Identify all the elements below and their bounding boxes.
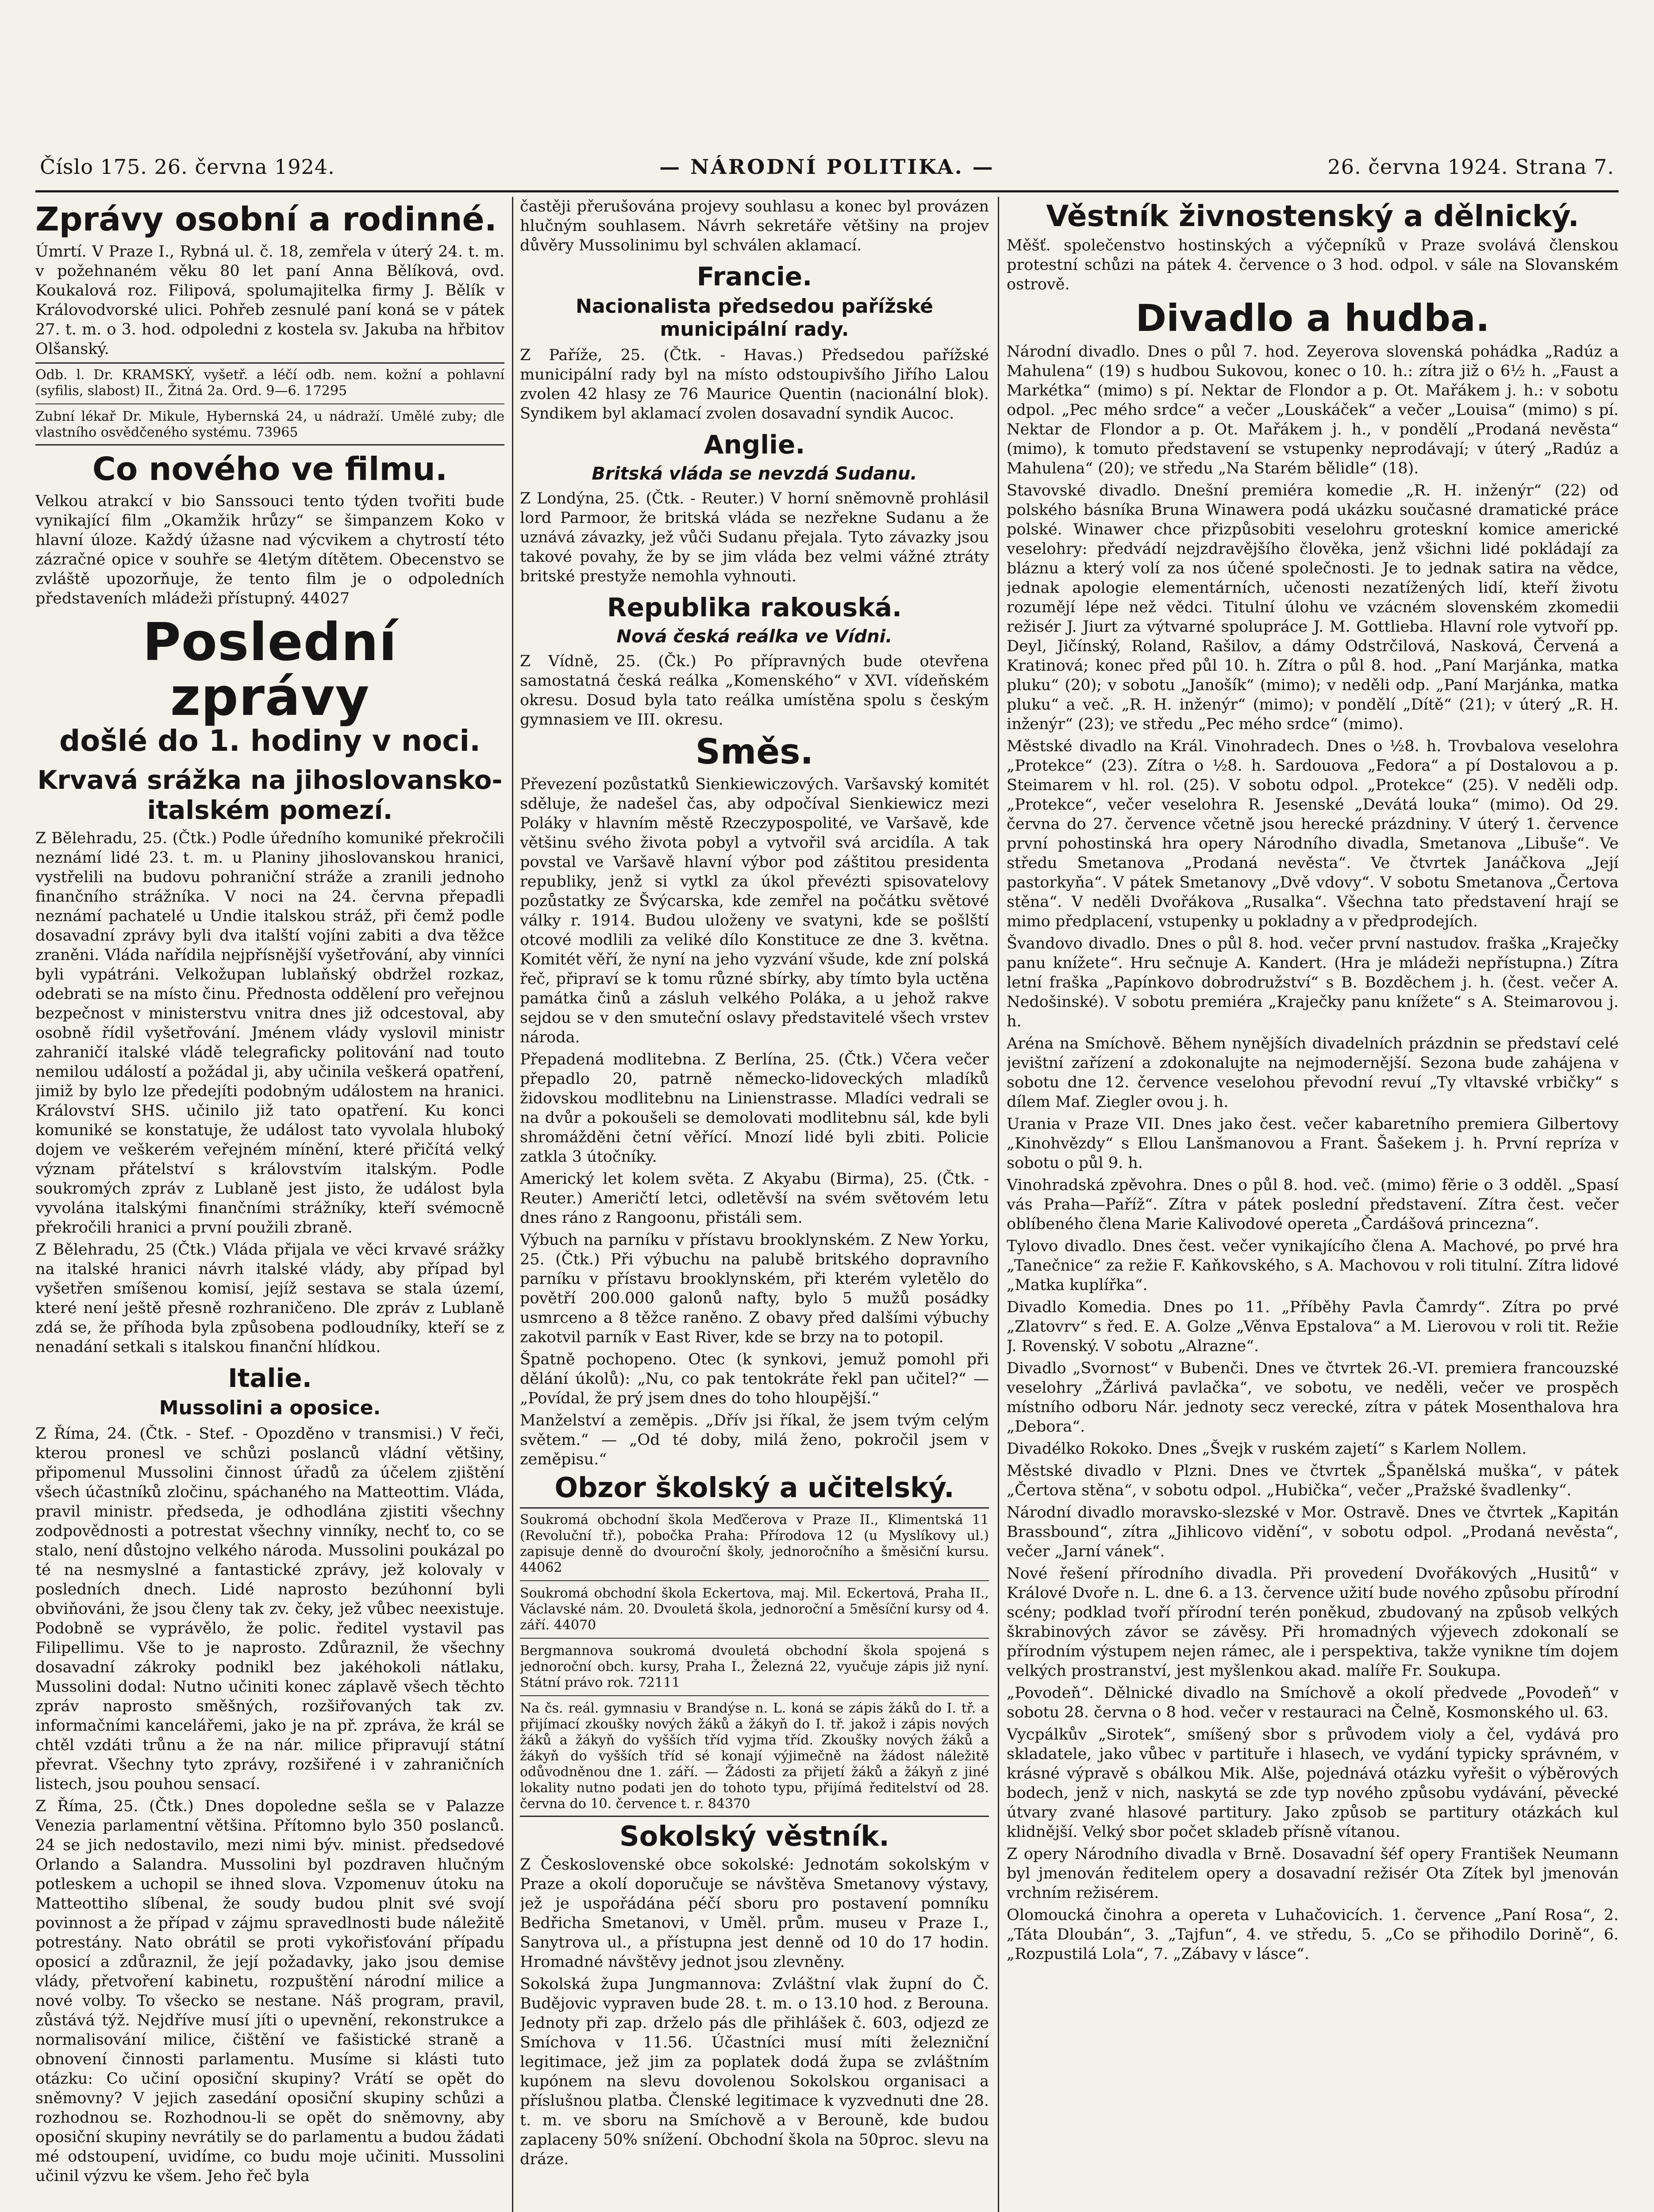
headline: Italie. xyxy=(228,1363,312,1393)
section-heading-personal: Zprávy osobní a rodinné. xyxy=(35,200,497,238)
article-paragraph: „Povodeň“. Dělnické divadlo na Smíchově a okolí předvede „Povodeň“ v sobotu 28. června o 8 hod. večer v restauraci na Čelně, Kosmonského ul. 63. xyxy=(1007,1684,1619,1721)
article-paragraph: Měšť. společenstvo hostinských a výčepníků v Praze svolává členskou protestní schůzi na pátek 4. července o 3 hod. odpol. v sále na Slovanském ostrově. xyxy=(1007,237,1619,293)
advertisement: Bergmannova soukromá dvouletá obchodní škola spojená s jednoroční obch. kursy, Praha I., Železná 22, vyučuje zápis již nyní. Státní právo rok. 72111 xyxy=(520,1643,989,1690)
article-paragraph: častěji přerušována projevy souhlasu a konec byl provázen hlučným souhlasem. Návrh sekretáře většiny na projev důvěry Mussolinimu byl schválen aklamací. xyxy=(520,198,989,254)
article-paragraph: Olomoucká činohra a opereta v Luhačovicích. 1. července „Paní Rosa“, 2. „Táta Dloubán“, 3. „Tajfun“, 4. ve středu, 5. „Co se přihodilo Dorině“, 6. „Rozpustilá Lola“, 7. „Zábavy v lásce“. xyxy=(1007,1906,1619,1963)
article-paragraph: Špatně pochopeno. Otec (k synkovi, jemuž pomohl při dělání úkolů): „Nu, co pak tentokráte řekl pan učitel?“ — „Povídal, že prý jsem dnes do toho hloupější.“ xyxy=(520,1351,989,1407)
article-paragraph: Divadlo Komedia. Dnes po 11. „Příběhy Pavla Čamrdy“. Zítra po prvé „Zlatovrv“ s řed. E. A. Golze „Věnva Epstalova“ a M. Lierovou v roli tit. Režie J. Rovenský. V sobotu „Alrazne“. xyxy=(1007,1298,1619,1355)
article-paragraph: Z Říma, 25. (Čtk.) Dnes dopoledne sešla se v Palazze Venezia parlamentní většina. Přítomno bylo 350 poslanců. 24 se jich nedostavilo, mezi nimi býv. minist. předsedové Orlando a Salandra. Mussolini byl pozdraven hlučným potleskem a uchopil se ihned slova. Vzpomenuv útoku na Matteottiho slíbenal, že soudy budou plnit své svojí povinnost a že případ v zájmu spravedlnosti bude náležitě potrestány. Nato obrátil se proti vykořisťování případu oposicí a zdůraznil, že její požadavky, jako jsou demise vlády, přetvoření kabinetu, rozpuštění národní milice a nové volby. To všecko se nestane. Náš program, pravil, zůstává týž. Nejdříve musí jíti o upevnění, rekonstrukce a normalisování milice, čištění ve fašistické straně a obnovení činnosti parlamentu. Musíme si klásti tuto otázku: Co učiní oposiční skupiny? Vrátí se opět do sněmovny? V jejich zasedání oposiční skupiny schůzi a rozhodnou se. Rozhodnou-li se opět do sněmovny, aby oposiční skupiny nevrátily se do parlamentu a budou žádati mé odstoupení, uvidíme, co budu moje učiniti. Mussolini učinil výzvu ke všem. Jeho řeč byla xyxy=(35,1797,504,2185)
article-paragraph: Urania v Praze VII. Dnes jako čest. večer kabaretního premiera Gilbertovy „Kinohvězdy“ s Ellou Lanšmanovou a Frant. Šašekem j. h. První repríza v sobotu o půl 9. h. xyxy=(1007,1115,1619,1172)
article-paragraph: Vycpálkův „Sirotek“, smíšený sbor s průvodem violy a čel, vydává pro skladatele, jako vůbec v partituře i hlasech, ve vydání typicky správném, v krásné výpravě s obálkou Mik. Alše, pojednává otázku vyřešit o výběrových bodech, jenž v nich, naskytá se zde typ nového způsobu vydávání, pěvecké útvary zvané hlasové partitury. Jako způsob se partitury otázkách kul klidnější. Velký sbor počet skladeb přísně vítanou. xyxy=(1007,1726,1619,1841)
newspaper-title: — NÁRODNÍ POLITIKA. — xyxy=(659,155,995,179)
issue-number-date: Číslo 175. 26. června 1924. xyxy=(40,155,335,179)
article-paragraph: Stavovské divadlo. Dnešní premiéra komedie „R. H. inženýr“ (22) od polského básníka Bruna Winawera podá ukázku současné dramatické práce polské. Winawer chce přizpůsobiti veselohru groteskní komice americké veselohry: předvádí nejzdravějšího člověka, jenž všichni lidé pokládají za bláznu a který volí za nos účené společnosti. Je to jednak satira na vědce, jednak apologie elementárních, učenosti nezatížených lidí, kteří životu rozumějí lépe než vědci. Titulní úlohu ve vzácném slovenském zkomedii režisér J. Jiurt za výtvarné spolupráce J. M. Gottlieba. Hlavní role vytvoří pp. Deyl, Jičínský, Roland, Rašilov, a dámy Odstrčilová, Nasková, Červená a Kratinová; konec před půl 10. h. Zítra o půl 8. hod. „Paní Marjánka, matka pluku“ (20); v sobotu „Janošík“ (mimo); v neděli odp. „Paní Marjánka, matka pluku“ a več. „R. H. inženýr“ (mimo); v pondělí „Dítě“ (21); v úterý „R. H. inženýr“ (23); ve středu „Pec mého srdce“ (mimo). xyxy=(1007,482,1619,733)
article-paragraph: Městské divadlo na Král. Vinohradech. Dnes o ½8. h. Trovbalova veselohra „Protekce“ (23). Zítra o ½8. h. Sardouova „Fedora“ a pí Dostalovou a p. Steimarem v hl. rol. (25). V sobotu odpol. „Protekce“ (25). V neděli odp. „Protekce“, večer veselohra R. Jesenské „Devátá louka“ (mimo). Od 29. června do 27. července včetně jsou herecké prázdniny. V úterý 1. července první pohostinská hra opery Národního divadla, Smetanova „Libuše“. Ve středu Smetanova „Prodaná nevěsta“. Ve čtvrtek Janáčkova „Její pastorkyňa“. V pátek Smetanovy „Dvě vdovy“. V sobotu Smetanova „Čertova stěna“. V neděli Dvořákova „Rusalka“. Všechna tato představení hrají se mimo předplacení, vstupenky u pokladny a v předprodejích. xyxy=(1007,737,1619,930)
subheadline: Mussolini a oposice. xyxy=(159,1397,381,1419)
page-date-number: 26. června 1924. Strana 7. xyxy=(1327,155,1614,179)
article-paragraph: Manželství a zeměpis. „Dřív jsi říkal, že jsem tvým celým světem.“ — „Od té doby, milá ženo, pokročil jsem v zeměpisu.“ xyxy=(520,1412,989,1468)
article-paragraph: Přepadená modlitebna. Z Berlína, 25. (Čtk.) Včera večer přepadlo 20, patrně německo-lidoveckých mladíků židovskou modlitebnu na Linienstrasse. Mladíci vedrali se na dvůr a pokoušeli se demolovati modlitebnu sál, kde byli shromážděni četní věřící. Mnozí lidé byli zbiti. Policie zatkla 3 útočníky. xyxy=(520,1051,989,1166)
divider xyxy=(520,1695,989,1696)
masthead xyxy=(35,150,1619,192)
article-paragraph: Nové řešení přírodního divadla. Při provedení Dvořákových „Husitů“ v Králové Dvoře n. L. dne 6. a 13. července užití bude nového způsobu přírodní scény; podklad tvoří přírodní terén poněkud, zbudovaný na způsob velkých škrabinových závor se závěsy. Při hromadných výjevech zdokonalí se přírodním výstupem nejen rámec, ale i perspektiva, takže vynikne tím dojem velkých prostranství, jest myšlenkou akad. malíře Fr. Soukupa. xyxy=(1007,1565,1619,1680)
section-subheading: došlé do 1. hodiny v noci. xyxy=(59,724,481,758)
article-paragraph: Švandovo divadlo. Dnes o půl 8. hod. večer první nastudov. fraška „Kraječky panu knížete“. Hru sečnuje A. Kandert. (Hra je mládeži nepřístupna.) Zítra letní fraška „Papínkovo dobrodružství“ s B. Bozděchem j. h. (čest. večer A. Nedošinské). V sobotu premiéra „Kraječky panu knížete“ s A. Steimarovou j. h. xyxy=(1007,935,1619,1030)
article-paragraph: Z Bělehradu, 25 (Čtk.) Vláda přijala ve věci krvavé srážky na italské hranici návrh italské vlády, aby případ byl vyšetřen smíšenou komisí, jejíž sestava se stala území, které není ještě přesně rozhraničeno. Dle zpráv z Lublaně zdá se, že příhoda byla způsobena podloudníky, kteří se z nenadání setkali s italskou finanční hlídkou. xyxy=(35,1241,504,1356)
section-heading-sokol: Sokolský věstník. xyxy=(619,1820,889,1852)
article-paragraph: Velkou atrakcí v bio Sanssouci tento týden tvořiti bude vynikající film „Okamžik hrůzy“ se šimpanzem Koko v hlavní úloze. Každý úžasne nad výcvikem a chytrostí této zázračné opice v souhře se 4letým dítětem. Obecenstvo se zvláště upozorňuje, že tento film je o odpoledních představeních mládeži přístupný. 44027 xyxy=(35,492,504,607)
section-heading-trade: Věstník živnostenský a dělnický. xyxy=(1046,199,1579,233)
column-2 xyxy=(520,197,989,2212)
headline: Francie. xyxy=(696,261,812,292)
divider xyxy=(520,1638,989,1639)
article-paragraph: Divadlo „Svornost“ v Bubenči. Dnes ve čtvrtek 26.-VI. premiera francouzské veselohry „Žárlivá pavlačka“, ve sobotu, ve neděli, večer ve prospěch místního odboru Nár. jednoty secz verecké, zítra v pátek Mosenthalova hra „Debora“. xyxy=(1007,1359,1619,1436)
subheadline: Nová česká reálka ve Vídni. xyxy=(616,626,892,647)
section-heading-schools: Obzor školský a učitelský. xyxy=(554,1471,954,1504)
advertisement: Na čs. reál. gymnasiu v Brandýse n. L. koná se zápis žáků do I. tř. a přijímací zkoušky nových žáků a žákyň do I. tř. jakož i zápis nových žáků a žákyň do vyšších tříd vyjma tříd. Zkoušky nových žáků a žákyň do vyšších tříd sé konají výjimečně na žádost náležitě odůvodněnou dne 1. září. — Žádosti za přijetí žáků a žákyň z jiné lokality nutno podati jen do tohoto typu, přijímá ředitelství od 28. června do 10. července t. r. 84370 xyxy=(520,1701,989,1812)
advertisement: Soukromá obchodní škola Eckertova, maj. Mil. Eckertová, Praha II., Václavské nám. 20. Dvouletá škola, jednoroční a 5měsíční kursy od 4. září. 44070 xyxy=(520,1586,989,1633)
subheadline: Britská vláda se nevzdá Sudanu. xyxy=(592,464,917,484)
advertisement-block xyxy=(35,362,504,445)
headline: Republika rakouská. xyxy=(607,592,902,622)
article-paragraph: Městské divadlo v Plzni. Dnes ve čtvrtek „Španělská muška“, v pátek „Čertova stěna“, v sobotu odpol. „Hubička“, večer „Pražské švadlenky“. xyxy=(1007,1462,1619,1499)
advertisement: Odb. l. Dr. KRAMSKÝ, vyšetř. a léčí odb. nem. kožní a pohlavní (syfilis, slabost) II., Žitná 2a. Ord. 9—6. 17295 xyxy=(35,367,504,399)
article-paragraph: Tylovo divadlo. Dnes čest. večer vynikajícího člena A. Machové, po prvé hra „Tanečnice“ za režie F. Kaňkovského, s A. Machovou v roli titulní. Zítra lidové „Matka kuplířka“. xyxy=(1007,1237,1619,1294)
divider xyxy=(520,1580,989,1581)
section-heading-film: Co nového ve filmu. xyxy=(92,450,448,488)
article-paragraph: Z Paříže, 25. (Čtk. - Havas.) Předsedou pařížské municipální rady byl na místo odstoupivšího Jiřího Lalou zvolen 42 hlasy ze 76 Maurice Quentin (nacionální blok). Syndikem byl aklamací zvolen dosavadní syndik Aucoc. xyxy=(520,346,989,422)
advertisement-block xyxy=(520,1507,989,1817)
advertisement: Soukromá obchodní škola Meďčerova v Praze II., Klimentská 11 (Revoluční tř.), pobočka Praha: Přírodova 12 (u Myslíkovy ul.) zapisuje denně do dvouroční školy, jednoročního a šměsiční kursu. 44062 xyxy=(520,1512,989,1575)
section-heading-miscellany: Směs. xyxy=(695,732,814,772)
column-rule-1 xyxy=(512,197,513,2212)
headline: Krvavá srážka na jihoslovansko-italském pomezí. xyxy=(37,765,503,825)
article-paragraph: Národní divadlo. Dnes o půl 7. hod. Zeyerova slovenská pohádka „Radúz a Mahulena“ (19) s hudbou Sukovou, konec o 10. h.: zítra již o 6½ h. „Faust a Markétka“ (mimo) s pí. Nektar de Flondor a p. Ot. Mařákem j. h.: v sobotu odpol. „Pec mého srdce“ a večer „Louskáček“ a večer „Louisa“ (mimo) s pí. Nektar de Flondor a p. Ot. Mařákem j. h., v pondělí „Prodaná nevěsta“ (mimo), k tomuto představení se vstupenky neprodávají; v úterý „Radúz a Mahulena“ (20); ve středu „Na Starém bělidle“ (18). xyxy=(1007,343,1619,477)
article-paragraph: Aréna na Smíchově. Během nynějších divadelních prázdnin se představí celé jevištní zařízení a zdokonalujte na nejmodernější. Sezona bude zahájena v sobotu dne 12. července veselohou převodní revuí „Ty vltavské vrbičky“ s dílem Maf. Ziegler ovou j. h. xyxy=(1007,1035,1619,1111)
subheadline: Nacionalista předsedou pařížské municipální rady. xyxy=(576,295,933,341)
headline: Anglie. xyxy=(704,430,805,460)
column-3 xyxy=(1007,197,1619,2212)
article-paragraph: Z opery Národního divadla v Brně. Dosavadní šéf opery František Neumann byl jmenován ředitelem opery a dosavadní režisér Ota Zítek byl jmenován vrchním režisérem. xyxy=(1007,1845,1619,1902)
article-paragraph: Sokolská župa Jungmannova: Zvláštní vlak župní do Č. Budějovic vypraven bude 28. t. m. o 13.10 hod. z Berouna. Jednoty při zap. drželo pás dle přihlášek č. 603, odjezd ze Smíchova v 11.56. Účastníci musí míti železniční legitimace, jež jim za poplatek dodá župa se zvláštním kupónem na slevu dovolenou Sokolskou organisaci a příslušnou platba. Členské legitimace k vyzvednuti dne 28. t. m. ve sboru na Smíchově a v Berouně, kde budou zaplaceny 50% snížení. Obchodní škola na 50proc. slevu na dráze. xyxy=(520,1975,989,2168)
column-rule-2 xyxy=(998,197,999,2212)
article-paragraph: Výbuch na parníku v přístavu brooklynském. Z New Yorku, 25. (Čtk.) Při výbuchu na palubě britského dopravního parníku v přístavu brooklynském, při kterém vyletělo do povětří 200.000 galonů nafty, bylo 5 mužů posádky usmrceno a 8 těžce raněno. Z obavy před dalšími výbuchy zakotvil parník v East River, kde se brzy na to potopil. xyxy=(520,1231,989,1346)
article-paragraph: Z Londýna, 25. (Čtk. - Reuter.) V horní sněmovně prohlásil lord Parmoor, že britská vláda se nezřekne Sudanu a že uznává závazky, jež vůči Sudanu přejala. Tyto závazky jsou takové povahy, že by se jim vláda bez velmi vážné ztráty britské prestyže nemohla vyhnouti. xyxy=(520,490,989,585)
article-paragraph: Z Československé obce sokolské: Jednotám sokolským v Praze a okolí doporučuje se návštěva Smetanovy výstavy, jež je uspořádána péčí sboru pro postavení pomníku Bedřicha Smetanovi, v Uměl. prům. museu v Praze I., Sanytrova ul., a přístupna jest denně od 10 do 17 hodin. Hromadné návštěvy jednot jsou zlevněny. xyxy=(520,1856,989,1971)
article-paragraph: Z Říma, 24. (Čtk. - Stef. - Opozděno v transmisi.) V řeči, kterou pronesl ve schůzi poslanců vládní většiny, připomenul Mussolini činnost úřadů za účelem zjištění všech účastníků zločinu, spáchaného na Matteottim. Vláda, pravil ministr. předseda, je odhodlána zjistiti všechny zodpovědnosti a potrestat všechny vinníky, nechť to, co se stalo, není důstojno velkého národa. Mussolini poukázal po té na nesmyslné a fantastické zprávy, jež kolovaly v posledních dnech. Lidé naprosto bezúhonní byli obviňováni, že jsou členy tak zv. čeky, jež vůbec neexistuje. Podobně se vyprávělo, že polic. ředitel vystavil pas Filipellimu. Vše to je naprosto. Zdůraznil, že všechny dosavadní zákroky podnikl bez jakéhokoli nátlaku, Mussolini dodal: Nutno učiniti konec záplavě všech těchto zpráv naprosto směšných, rozšiřovaných tak zv. informačními kancelářemi, jako je na př. zpráva, že král se chtěl vzdáti trůnu a že na nár. milice připravují státní převrat. Všechny tyto zprávy, rozšiřené i v zahraničních listech, jsou pouhou sensací. xyxy=(35,1425,504,1793)
article-paragraph: Z Bělehradu, 25. (Čtk.) Podle úředního komuniké překročili neznámí lidé 23. t. m. u Planiny jihoslovanskou hranici, vystřelili na budovu pohraniční stráže a zranili jednoho finančního strážníka. V noci na 24. června přepadli neznámí pachatelé u Undie italskou stráž, při čemž podle dosavadní zprávy byli dva italští vojíni zabiti a dva těžce zraněni. Vláda nařídila nejpřísnější vyšetřování, aby vinníci byli vypátráni. Velkožupan lublaňský obdržel rozkaz, odebrati se na místo činu. Přednosta oddělení pro veřejnou bezpečnost v ministerstvu vnitra dnes již odcestoval, aby osobně řídil vyšetřování. Jménem vlády vyslovil ministr zahraničí italské vládě telegraficky politování nad touto nemilou událostí a požádal ji, aby učinila veškerá opatření, jimiž by bylo lze předejíti podobným událostem na hranici. Království SHS. učinilo již tato opatření. Ku konci komuniké se konstatuje, že událost tato vyvolala hluboký dojem ve veškerém veřejném mínění, které přičítá velký význam přátelství s královstvím italským. Podle soukromých zpráv z Lublaně jest jisto, že událost byla vyvolána italskými finančními strážníky, kteří svémocně překročili hranici a první použili zbraně. xyxy=(35,830,504,1237)
section-heading-latest-news: Poslední zprávy xyxy=(142,611,397,727)
article-paragraph: Národní divadlo moravsko-slezské v Mor. Ostravě. Dnes ve čtvrtek „Kapitán Brassbound“, zítra „Jihlicovo vidění“, v sobotu odpol. „Prodaná nevěsta“, večer „Jarní vánek“. xyxy=(1007,1504,1619,1560)
article-paragraph: Převezení pozůstatků Sienkiewiczových. Varšavský komitét sděluje, že nadešel čas, aby odpočíval Sienkiewicz mezi Poláky v hlavním městě Rzeczypospolité, ve Varšavě, kde většinu svého života pobyl a vytvořil svá arcidíla. A tak povstal ve Varšavě hlavní výbor pod záštitou presidenta republiky, jenž si vytkl za úkol převézti spisovatelovy pozůstatky ze Švýcarska, kde zemřel na počátku světové války r. 1914. Budou uloženy ve svatyni, kde se pošlští otcové modlili za veliké dílo Konstituce ze dne 3. května. Komitét věří, že nyní na jeho vyzvání všude, kde zní polská řeč, připraví se k tomu různé sbírky, aby tímto byla uctěna památka činů a zásluh velkého Poláka, a u jehož rakve sejdou se v den smuteční oslavy představitelé všech vrstev národa. xyxy=(520,776,989,1046)
article-paragraph: Z Vídně, 25. (Čk.) Po přípravných bude otevřena samostatná česká reálka „Komenského“ v XVI. vídeňském okresu. Dosud byla tato reálka umístěna spolu s českým gymnasiem ve III. okresu. xyxy=(520,653,989,729)
section-heading-theatre: Divadlo a hudba. xyxy=(1135,296,1490,340)
divider xyxy=(35,403,504,404)
article-paragraph: Divadélko Rokoko. Dnes „Švejk v ruském zajetí“ s Karlem Nollem. xyxy=(1007,1440,1527,1458)
article-paragraph: Americký let kolem světa. Z Akyabu (Birma), 25. (Čtk. - Reuter.) Američtí letci, odletěvší na svém světovém letu dnes ráno z Rangoonu, přistáli sem. xyxy=(520,1170,989,1227)
advertisement: Zubní lékař Dr. Mikule, Hybernská 24, u nádraží. Umělé zuby; dle vlastního osvědčeného systému. 73965 xyxy=(35,409,504,440)
column-1 xyxy=(35,197,504,2212)
article-paragraph: Vinohradská zpěvohra. Dnes o půl 8. hod. več. (mimo) fěrie o 3 odděl. „Spasí vás Praha—Paříž“. Zítra v pátek poslední představení. Zítra čest. večer oblíbeného člena Marie Kalivodové opereta „Čardášová princezna“. xyxy=(1007,1176,1619,1233)
article-paragraph: Úmrtí. V Praze I., Rybná ul. č. 18, zemřela v úterý 24. t. m. v požehnaném věku 80 let paní Anna Bělíková, ovd. Koukalová roz. Filipová, spolumajitelka firmy J. Bělík v Královodvorské ulici. Pohřeb zesnulé paní koná se v pátek 27. t. m. o 3. hod. odpoledni z kostela sv. Jakuba na hřbitov Olšanský. xyxy=(35,243,504,358)
